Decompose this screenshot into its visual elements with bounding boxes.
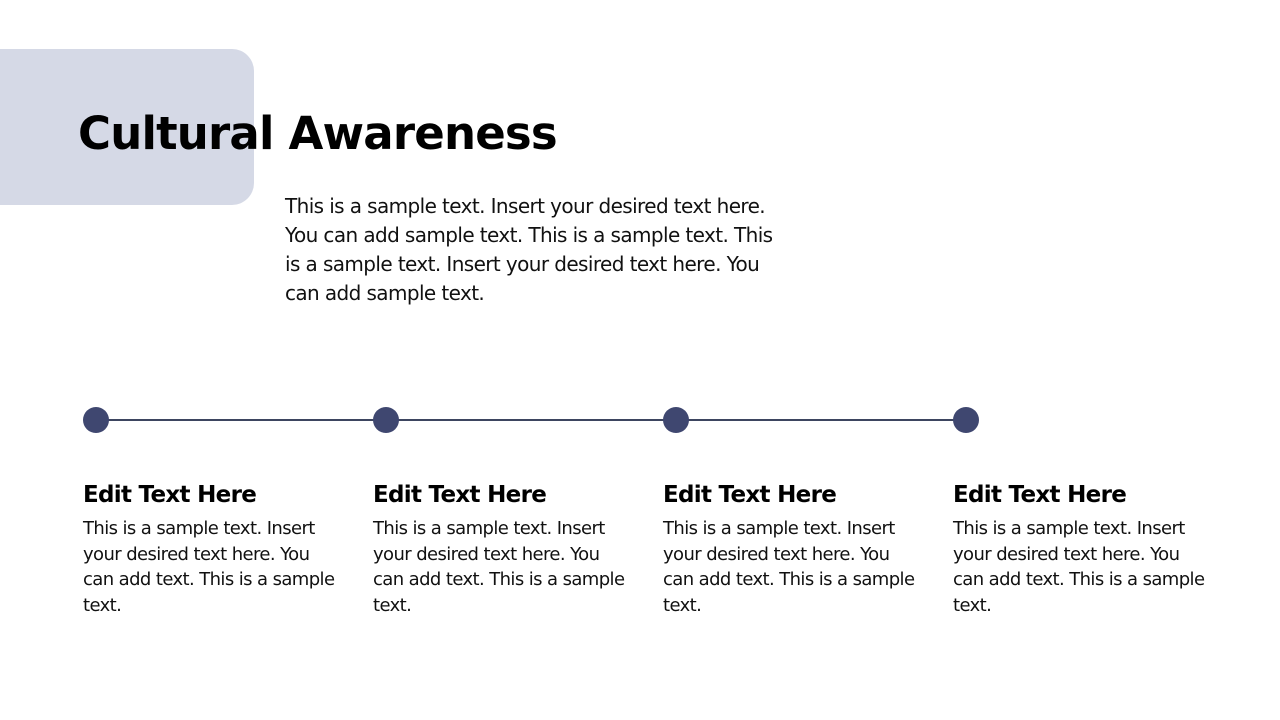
- step-title: Edit Text Here: [663, 482, 837, 508]
- intro-paragraph: This is a sample text. Insert your desired text here. You can add sample text. This is a sample text. This is a sample text. Insert your desired text here. You can add sample text.: [285, 194, 773, 305]
- step-title: Edit Text Here: [83, 482, 257, 508]
- step-title: Edit Text Here: [953, 482, 1127, 508]
- step-body: This is a sample text. Insert your desired text here. You can add text. This is a sample text.: [663, 518, 915, 616]
- timeline-step-1: [83, 478, 343, 618]
- step-body: This is a sample text. Insert your desired text here. You can add text. This is a sample text.: [373, 518, 625, 616]
- step-body: This is a sample text. Insert your desired text here. You can add text. This is a sample text.: [83, 518, 335, 616]
- timeline-step-4: [953, 478, 1213, 618]
- timeline-dot-1: [83, 407, 109, 433]
- timeline-line: [95, 419, 966, 421]
- step-body: This is a sample text. Insert your desired text here. You can add text. This is a sample text.: [953, 518, 1205, 616]
- timeline-step-2: [373, 478, 633, 618]
- step-title: Edit Text Here: [373, 482, 547, 508]
- timeline-dot-2: [373, 407, 399, 433]
- slide-title: Cultural Awareness: [78, 107, 557, 160]
- timeline-dot-3: [663, 407, 689, 433]
- timeline-step-3: [663, 478, 923, 618]
- timeline-dot-4: [953, 407, 979, 433]
